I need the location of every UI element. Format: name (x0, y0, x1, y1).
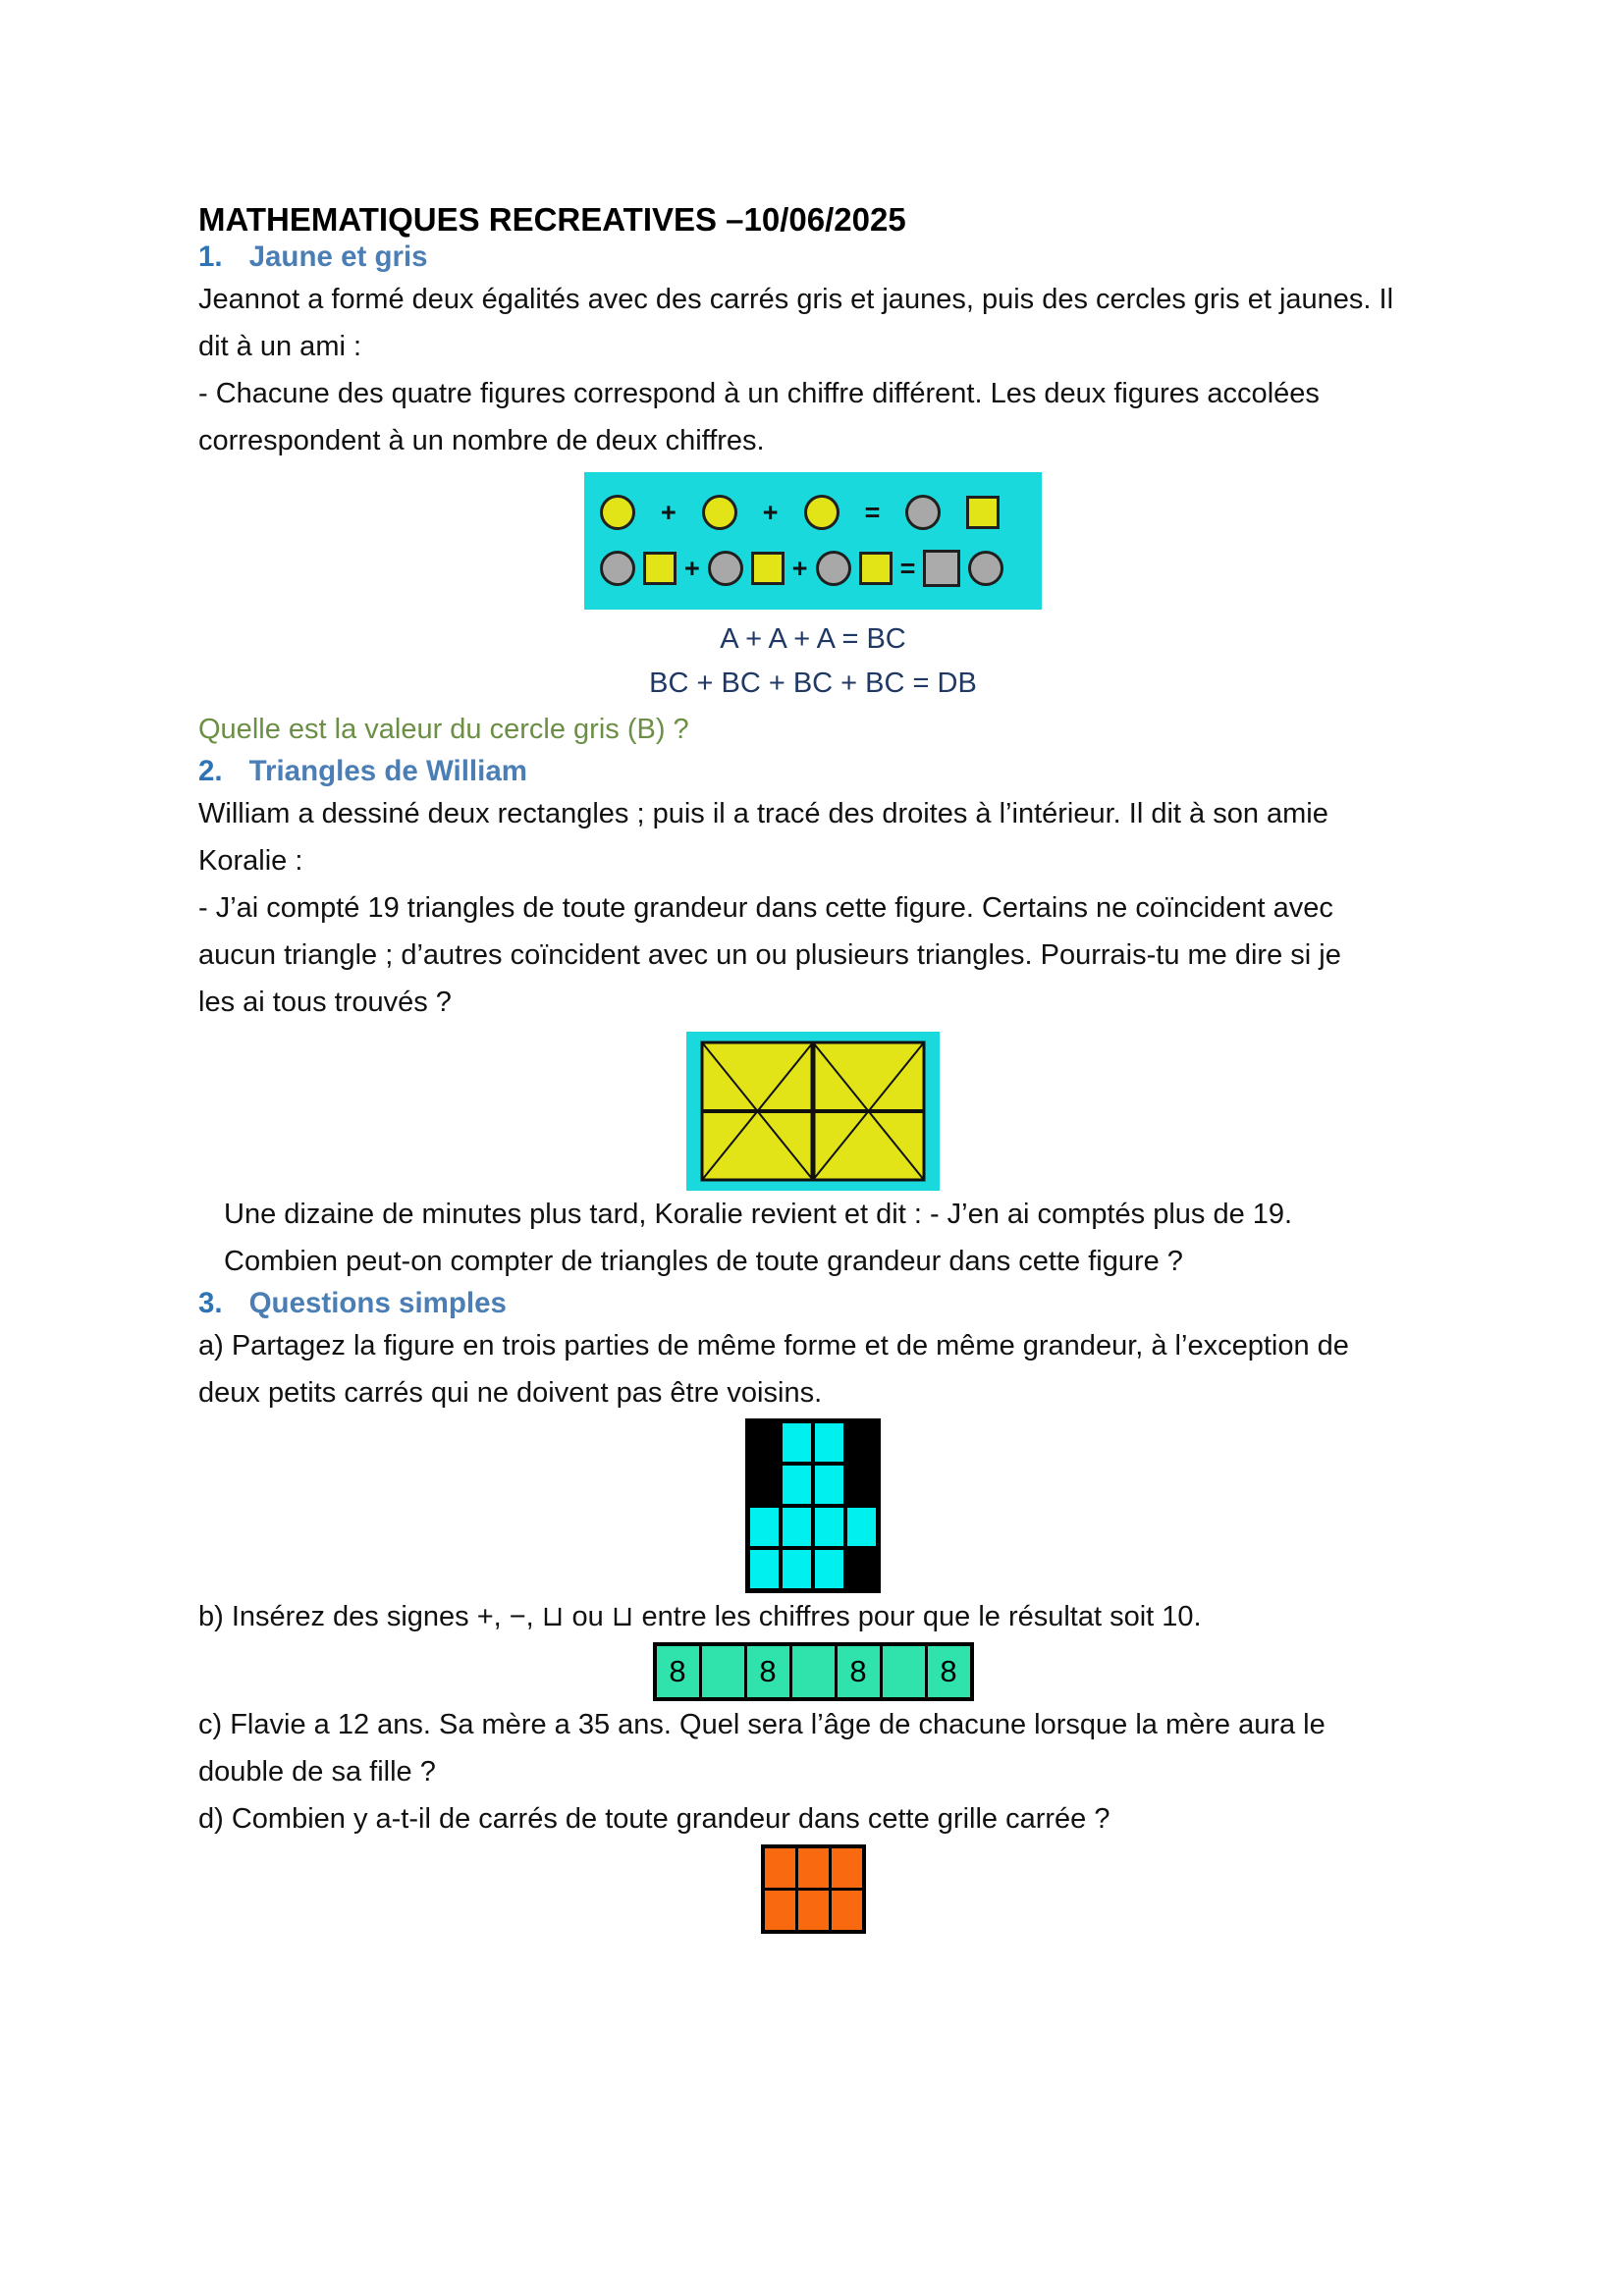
gray-circle-icon (600, 551, 635, 586)
section-1-heading (198, 239, 1428, 276)
section-3-heading (198, 1285, 1428, 1322)
digit-cell: 8 (657, 1646, 702, 1697)
plus-sign: + (791, 553, 808, 583)
yellow-square-icon (643, 552, 677, 585)
section-1-title: Jaune et gris (248, 240, 428, 273)
equals-sign: = (864, 497, 881, 527)
empty-cell (883, 1646, 928, 1697)
orange-cell (832, 1891, 862, 1930)
plus-sign: + (684, 553, 700, 583)
cyan-cell (750, 1508, 779, 1546)
cyan-cell (847, 1508, 876, 1546)
cyan-cell (783, 1466, 811, 1504)
figure-triangles (686, 1032, 940, 1191)
page-title: MATHEMATIQUES RECREATIVES –10/06/2025 (198, 201, 906, 238)
gray-circle-icon (905, 495, 941, 530)
section-2-title: Triangles de William (248, 755, 527, 787)
question-c-text: c) Flavie a 12 ans. Sa mère a 35 ans. Quel sera l’âge de chacune lorsque la mère aura le double de sa fille ? (198, 1709, 1326, 1788)
equation-line-1: A + A + A = BC (720, 623, 906, 655)
question-a-text: a) Partagez la figure en trois parties de même forme et de même grandeur, à l’exception de deux petits carrés qui ne doivent pas être voisins. (198, 1330, 1349, 1409)
gray-circle-icon (708, 551, 743, 586)
figure-equalities (584, 472, 1042, 610)
plus-sign: + (661, 497, 677, 527)
black-cell (847, 1423, 876, 1462)
equalities-row (600, 495, 1042, 530)
section-1-question: Quelle est la valeur du cercle gris (B) ? (198, 714, 689, 745)
section-2-followup: Une dizaine de minutes plus tard, Koralie revient et dit : - J’en ai comptés plus de 19. Combien peut-on compter de triangles de toute grandeur dans cette figure ? (224, 1199, 1293, 1277)
cyan-cell (815, 1423, 843, 1462)
question-b-text: b) Insérez des signes +, −, ⊔ ou ⊔ entre les chiffres pour que le résultat soit 10. (198, 1601, 1202, 1632)
black-cell (750, 1466, 779, 1504)
orange-cell (798, 1848, 829, 1888)
cyan-cell (815, 1508, 843, 1546)
question-d-text: d) Combien y a-t-il de carrés de toute grandeur dans cette grille carrée ? (198, 1803, 1110, 1835)
section-2-number: 2. (198, 755, 223, 787)
figure-grid-d (761, 1844, 866, 1934)
cyan-cell (783, 1423, 811, 1462)
digit-cell: 8 (747, 1646, 792, 1697)
black-cell (847, 1550, 876, 1588)
empty-cell (792, 1646, 838, 1697)
section-1-paragraph: Jeannot a formé deux égalités avec des carrés gris et jaunes, puis des cercles gris et jaunes. Il dit à un ami : - Chacune des quatre figures correspond à un chiffre différent. Les deux figures accolées correspondent à un nombre de deux chiffres. (198, 284, 1394, 456)
cyan-cell (750, 1550, 779, 1588)
black-cell (750, 1423, 779, 1462)
section-2-paragraph: William a dessiné deux rectangles ; puis il a tracé des droites à l’intérieur. Il dit à son amie Koralie : - J’ai compté 19 triangles de toute grandeur dans cette figure. Certains ne coïncident avec aucun triangle ; d’autres coïncident avec un ou plusieurs triangles. Pourrais-tu me dire si je les ai tous trouvés ? (198, 798, 1341, 1018)
cyan-cell (815, 1466, 843, 1504)
yellow-square-icon (751, 552, 785, 585)
yellow-square-icon (966, 496, 1000, 529)
gray-circle-icon (968, 551, 1003, 586)
orange-cell (765, 1891, 795, 1930)
section-3-number: 3. (198, 1287, 223, 1319)
cyan-cell (783, 1550, 811, 1588)
black-cell (847, 1466, 876, 1504)
figure-digit-strip (653, 1642, 974, 1701)
equation-line-2: BC + BC + BC + BC = DB (649, 667, 977, 699)
digit-cell: 8 (940, 1654, 957, 1688)
cyan-cell (783, 1508, 811, 1546)
equations-block (198, 617, 1428, 706)
yellow-circle-icon (702, 495, 737, 530)
section-2-heading (198, 753, 1428, 790)
equalities-row (600, 550, 1042, 587)
gray-circle-icon (816, 551, 851, 586)
orange-cell (832, 1848, 862, 1888)
equals-sign: = (899, 553, 916, 583)
yellow-circle-icon (600, 495, 635, 530)
orange-cell (765, 1848, 795, 1888)
figure-grid-a (745, 1418, 881, 1593)
cyan-cell (815, 1550, 843, 1588)
empty-cell (702, 1646, 747, 1697)
orange-cell (798, 1891, 829, 1930)
section-1-number: 1. (198, 240, 223, 273)
gray-square-icon (923, 550, 960, 587)
digit-cell: 8 (838, 1646, 883, 1697)
yellow-square-icon (859, 552, 893, 585)
plus-sign: + (762, 497, 779, 527)
section-3-title: Questions simples (248, 1287, 507, 1319)
yellow-circle-icon (804, 495, 839, 530)
